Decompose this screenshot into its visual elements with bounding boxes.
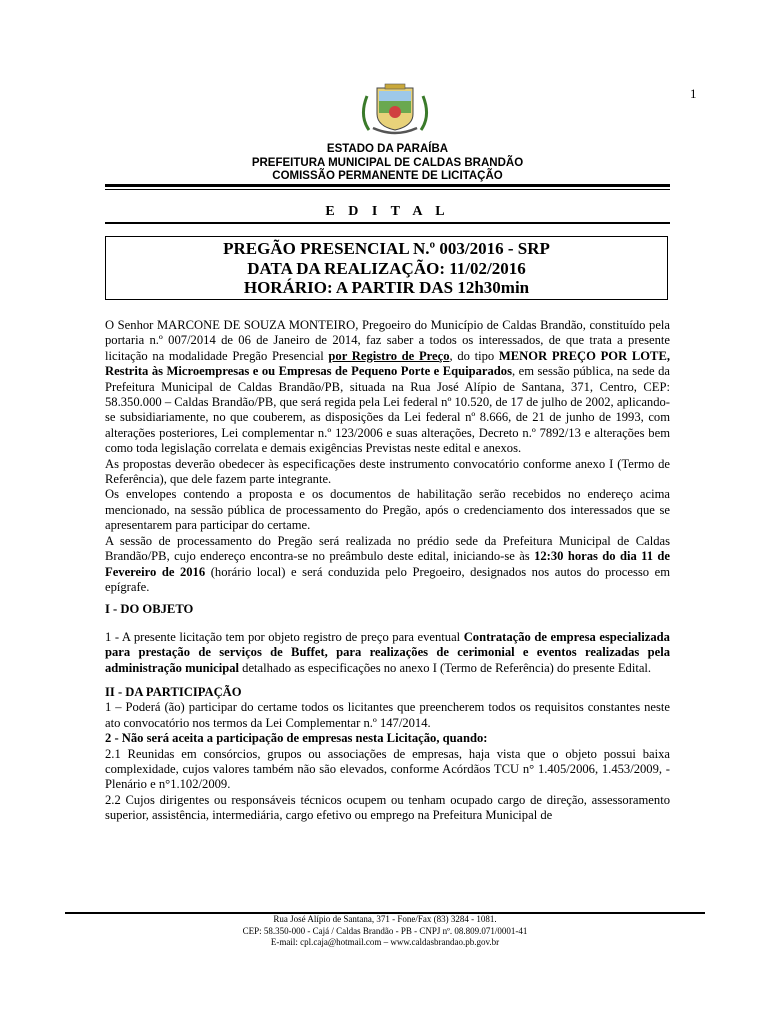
title-line-data: DATA DA REALIZAÇÃO: 11/02/2016 — [247, 258, 526, 278]
document-body — [105, 318, 670, 824]
page-number: 1 — [690, 86, 697, 101]
title-box — [105, 236, 668, 300]
participacao-paragraph-1: 1 – Poderá (ão) participar do certame todos os licitantes que preencherem todos os requisitos constantes neste ato convocatório nos termos da Lei Complementar n.º 147/2014. — [105, 700, 670, 730]
intro-text: , em sessão pública, na sede da Prefeitura Municipal de Caldas Brandão/PB, situada na Rua José Alípio de Santana, 371, Centro, CEP: 58.350.000 – Caldas Brandão/PB, que será regida pela Lei federal nº 10.520, de 17 de julho de 2002, aplicando-se subsidiariamente, no que couberem, as disposições da Lei federal nº 8.666, de 21 de junho de 1993, com alterações posteriores, Lei complementar n.º 123/2006 e suas alterações, Decreto n.º 7892/13 e alterações bem como toda legislação correlata e demais exigências Previstas neste edital e anexos. — [105, 364, 670, 456]
intro-paragraph-4 — [105, 534, 670, 596]
section-heading-objeto: I - DO OBJETO — [105, 602, 194, 617]
footer-contact: E-mail: cpl.caja@hotmail.com – www.caldasbrandao.pb.gov.br — [270, 937, 500, 947]
document-footer — [65, 914, 705, 949]
header-rule-thick — [105, 184, 670, 187]
header-rule-thin — [105, 189, 670, 190]
intro-paragraph-1 — [105, 318, 670, 457]
header-commission: COMISSÃO PERMANENTE DE LICITAÇÃO — [272, 170, 503, 182]
edital-rule — [105, 222, 670, 224]
participacao-paragraph-2-1: 2.1 Reunidas em consórcios, grupos ou associações de empresas, haja vista que o objeto possui baixa complexidade, cujos valores também não são elevados, conforme Acórdãos TCU n° 1.405/2006, 1.453/2009, - Plenário e n°1.102/2009. — [105, 746, 670, 792]
section-heading-participacao: II - DA PARTICIPAÇÃO — [105, 684, 242, 699]
objeto-text: 1 - A presente licitação tem por objeto registro de preço para eventual — [105, 629, 464, 644]
header-state: ESTADO DA PARAÍBA — [326, 143, 449, 155]
municipal-crest-logo — [355, 82, 435, 136]
intro-paragraph-2: As propostas deverão obedecer às especificações deste instrumento convocatório conforme anexo I (Termo de Referência), que dele fazem parte integrante. — [105, 456, 670, 487]
participacao-paragraph-2-2: 2.2 Cujos dirigentes ou responsáveis técnicos ocupem ou tenham ocupado cargo de direção, assessoramento superior, assistência, intermediária, cargo efetivo ou emprego na Prefeitura Municipal de — [105, 792, 670, 823]
intro-text: (horário local) e será conduzida pelo Pregoeiro, designados nos autos do processo em epígrafe. — [105, 564, 670, 594]
participacao-paragraph-2: 2 - Não será aceita a participação de empresas nesta Licitação, quando: — [105, 731, 488, 746]
intro-emphasis-horario: 12:30 horas do dia 11 de Fevereiro de 2016 — [105, 549, 670, 579]
intro-emphasis-tipo: MENOR PREÇO POR LOTE, Restrita às Microempresas e ou Empresas de Pequeno Porte e Equiparados — [105, 348, 671, 379]
intro-paragraph-3: Os envelopes contendo a proposta e os documentos de habilitação serão recebidos no endereço acima mencionado, na sessão pública de processamento do Pregão, após o credenciamento dos interessados que se apresentarem para participar do certame. — [105, 487, 670, 533]
header-municipality: PREFEITURA MUNICIPAL DE CALDAS BRANDÃO — [251, 156, 524, 169]
footer-cep-cnpj: CEP: 58.350-000 - Cajá / Caldas Brandão - PB - CNPJ nº. 08.809.071/0001-41 — [242, 925, 528, 936]
intro-emphasis-registro: por Registro de Preço — [328, 348, 450, 363]
intro-text: O Senhor MARCONE DE SOUZA MONTEIRO, Pregoeiro do Município de Caldas Brandão, constituído pela portaria n.º 007/2014 de 06 de Janeiro de 2014, faz saber a todos os interessados, de que trata a presente licitação na modalidade Pregão Presencial — [105, 318, 670, 363]
objeto-emphasis: Contratação de empresa especializada para prestação de serviços de Buffet, para realizações de cerimonial e eventos realizadas pela administração municipal — [105, 629, 670, 675]
footer-address: Rua José Alípio de Santana, 371 - Fone/Fax (83) 3284 - 1081. — [273, 914, 497, 924]
title-line-horario: HORÁRIO: A PARTIR DAS 12h30min — [243, 278, 530, 297]
title-line-pregao: PREGÃO PRESENCIAL N.º 003/2016 - SRP — [223, 239, 550, 258]
objeto-paragraph-1 — [105, 630, 670, 676]
document-header — [105, 143, 670, 184]
edital-heading: E D I T A L — [325, 204, 450, 219]
objeto-text: detalhado as especificações no anexo I (Termo de Referência) do presente Edital. — [239, 660, 652, 675]
intro-text: , do tipo — [449, 348, 499, 363]
intro-text: A sessão de processamento do Pregão será realizada no prédio sede da Prefeitura Municipal de Caldas Brandão/PB, cujo endereço encontra-se no preâmbulo deste edital, iniciando-se às — [105, 533, 670, 564]
